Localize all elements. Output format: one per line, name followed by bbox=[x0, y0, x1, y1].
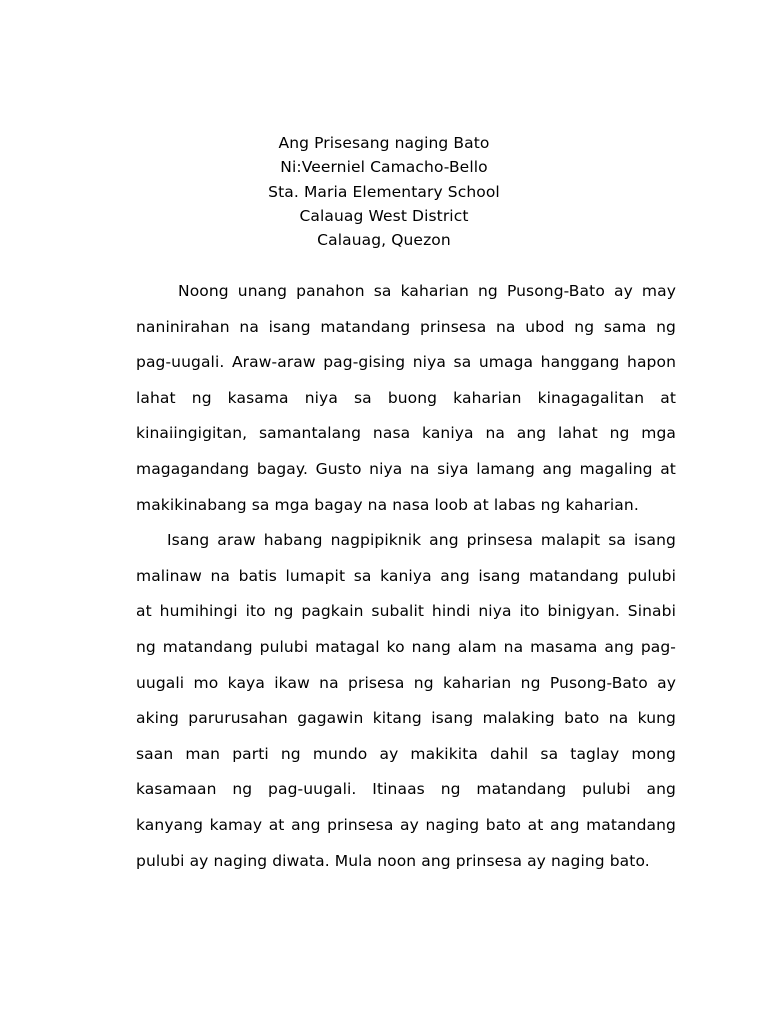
document-header bbox=[0, 131, 768, 252]
text-line: kinaiingigitan, samantalang nasa kaniya na ang lahat ng mga bbox=[136, 424, 676, 443]
text-line: aking parurusahan gagawin kitang isang malaking bato na kung bbox=[136, 709, 676, 728]
text-line: magagandang bagay. Gusto niya na siya lamang ang magaling at bbox=[136, 459, 676, 478]
story-author: Ni:Veerniel Camacho-Bello bbox=[280, 158, 488, 177]
text-line: saan man parti ng mundo ay makikita dahil sa taglay mong bbox=[136, 744, 676, 763]
text-line: pag-uugali. Araw-araw pag-gising niya sa umaga hanggang hapon bbox=[136, 353, 676, 372]
district-name: Calauag West District bbox=[299, 206, 469, 225]
story-title: Ang Prisesang naging Bato bbox=[278, 134, 490, 152]
text-line: malinaw na batis lumapit sa kaniya ang isang matandang pulubi bbox=[136, 566, 676, 585]
text-line: makikinabang sa mga bagay na nasa loob at labas ng kaharian. bbox=[136, 495, 639, 514]
story-paragraph-1 bbox=[136, 274, 676, 523]
school-location: Calauag, Quezon bbox=[317, 231, 451, 250]
text-line: Isang araw habang nagpipiknik ang prinsesa malapit sa isang bbox=[167, 531, 676, 550]
text-line: lahat ng kasama niya sa buong kaharian kinagagalitan at bbox=[136, 388, 676, 407]
school-name: Sta. Maria Elementary School bbox=[268, 182, 500, 201]
text-line: naninirahan na isang matandang prinsesa na ubod ng sama ng bbox=[136, 317, 676, 336]
text-line: uugali mo kaya ikaw na prisesa ng kaharian ng Pusong-Bato ay bbox=[136, 673, 676, 692]
story-body bbox=[136, 274, 676, 879]
story-paragraph-2 bbox=[136, 523, 676, 879]
text-line: kanyang kamay at ang prinsesa ay naging bato at ang matandang bbox=[136, 815, 676, 834]
text-line: at humihingi ito ng pagkain subalit hindi niya ito binigyan. Sinabi bbox=[136, 602, 676, 621]
text-line: kasamaan ng pag-uugali. Itinaas ng matandang pulubi ang bbox=[136, 780, 676, 799]
text-line: pulubi ay naging diwata. Mula noon ang prinsesa ay naging bato. bbox=[136, 851, 650, 870]
text-line: ng matandang pulubi matagal ko nang alam na masama ang pag- bbox=[136, 637, 676, 656]
text-line: Noong unang panahon sa kaharian ng Pusong-Bato ay may bbox=[178, 282, 676, 300]
